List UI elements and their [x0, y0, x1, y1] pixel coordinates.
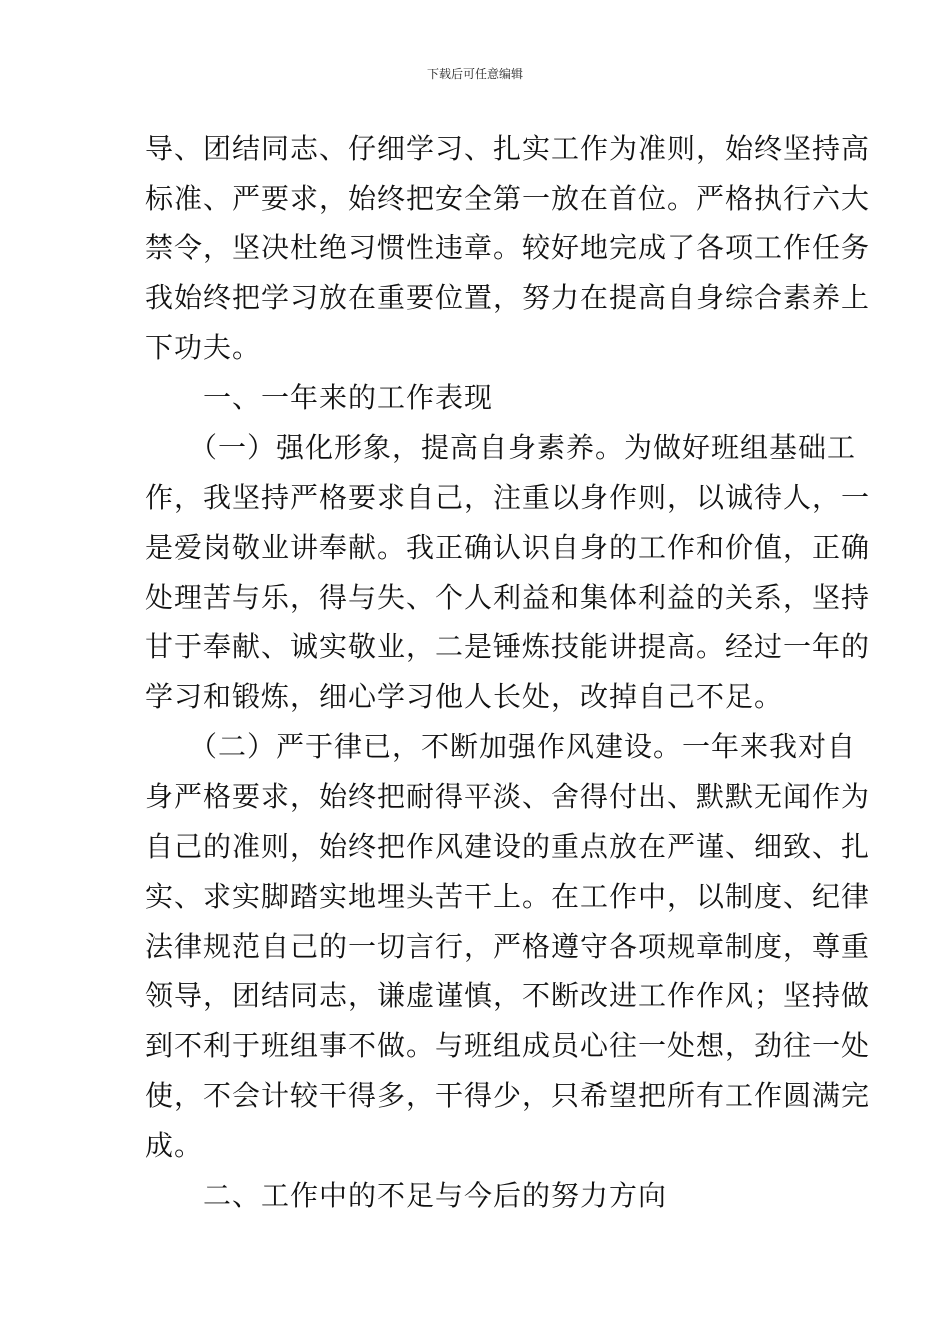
body-line: 身严格要求，始终把耐得平淡、舍得付出、默默无闻作为: [145, 780, 871, 813]
body-line: 处理苦与乐，得与失、个人利益和集体利益的关系，坚持: [145, 581, 871, 614]
body-line: 实、求实脚踏实地埋头苦干上。在工作中，以制度、纪律: [145, 880, 871, 913]
section-heading: 一、一年来的工作表现: [145, 381, 494, 414]
body-line: 我始终把学习放在重要位置，努力在提高自身综合素养上: [145, 281, 871, 314]
body-line: 到不利于班组事不做。与班组成员心往一处想，劲往一处: [145, 1029, 871, 1062]
section-heading: 二、工作中的不足与今后的努力方向: [145, 1179, 668, 1212]
body-line: 法律规范自己的一切言行，严格遵守各项规章制度，尊重: [145, 930, 871, 963]
body-line: 成。: [145, 1129, 204, 1162]
body-line: 自己的准则，始终把作风建设的重点放在严谨、细致、扎: [145, 830, 871, 863]
body-line: 甘于奉献、诚实敬业，二是锤炼技能讲提高。经过一年的: [145, 630, 871, 663]
body-line: 学习和锻炼，细心学习他人长处，改掉自己不足。: [145, 680, 784, 713]
body-line: 领导，团结同志，谦虚谨慎，不断改进工作作风；坚持做: [145, 979, 871, 1012]
body-line: 禁令，坚决杜绝习惯性违章。较好地完成了各项工作任务: [145, 231, 871, 264]
body-line: 标准、严要求，始终把安全第一放在首位。严格执行六大: [145, 182, 871, 215]
body-line: 下功夫。: [145, 331, 262, 364]
body-line: （二）严于律已，不断加强作风建设。一年来我对自: [145, 730, 857, 763]
body-line: （一）强化形象，提高自身素养。为做好班组基础工: [145, 431, 857, 464]
body-line: 导、团结同志、仔细学习、扎实工作为准则，始终坚持高: [145, 132, 871, 165]
body-line: 使，不会计较干得多，干得少，只希望把所有工作圆满完: [145, 1079, 871, 1112]
page-header-note: 下载后可任意编辑: [426, 67, 523, 81]
body-line: 作，我坚持严格要求自己，注重以身作则，以诚待人，一: [145, 481, 871, 514]
body-line: 是爱岗敬业讲奉献。我正确认识自身的工作和价值，正确: [145, 531, 871, 564]
